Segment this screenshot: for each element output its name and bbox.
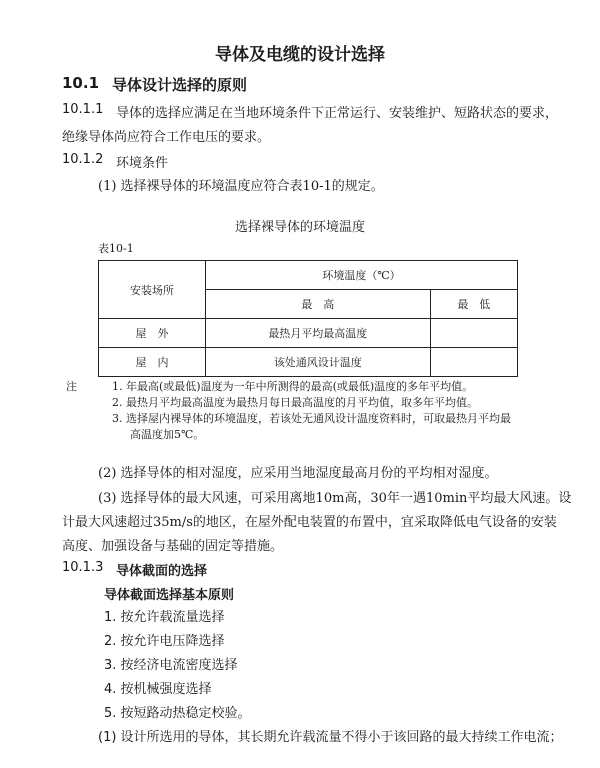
cell-place: 屋 外 (99, 319, 206, 348)
note-2: 2. 最热月平均最高温度为最热月每日最高温度的月平均值，取多年平均值。 (112, 396, 478, 409)
item-2: (2) 选择导体的相对湿度，应采用当地湿度最高月份的平均相对湿度。 (98, 466, 498, 481)
note-3-line2: 高温度加5℃。 (130, 428, 205, 441)
note-3-line1: 3. 选择屋内裸导体的环境温度，若该处无通风设计温度资料时，可取最热月平均最 (112, 412, 511, 425)
list-item: 4. 按机械强度选择 (104, 682, 212, 697)
cell-place: 屋 内 (99, 348, 206, 377)
clause-10-1-2-title: 环境条件 (116, 156, 169, 171)
table-label: 表10-1 (98, 242, 134, 255)
note-1: 1. 年最高(或最低)温度为一年中所测得的最高(或最低)温度的多年平均值。 (112, 380, 474, 393)
table-title: 选择裸导体的环境温度 (234, 220, 365, 235)
list-item: 5. 按短路动热稳定校验。 (104, 706, 251, 721)
header-max: 最 高 (206, 290, 431, 319)
last-line: (1) 设计所选用的导体，其长期允许载流量不得小于该回路的最大持续工作电流； (98, 730, 563, 745)
clause-10-1-1-line2: 绝缘导体尚应符合工作电压的要求。 (62, 130, 271, 145)
basic-principles-title: 导体截面选择基本原则 (104, 588, 235, 603)
table-row (99, 348, 518, 377)
environment-temperature-table (98, 260, 518, 377)
document-title: 导体及电缆的设计选择 (215, 45, 385, 65)
cell-max: 最热月平均最高温度 (206, 319, 431, 348)
header-min: 最 低 (430, 290, 517, 319)
table-header-row (99, 261, 518, 290)
cell-min (430, 319, 517, 348)
clause-10-1-1-line1: 导体的选择应满足在当地环境条件下正常运行、安装维护、短路状态的要求， (116, 106, 559, 121)
table-row (99, 319, 518, 348)
item-3-line3: 高度、加强设备与基础的固定等措施。 (62, 539, 284, 554)
section-number: 10.1 (62, 74, 100, 92)
clause-10-1-3-number: 10.1.3 (62, 560, 104, 575)
header-install-place: 安装场所 (99, 261, 206, 319)
header-env-temp: 环境温度（℃） (206, 261, 518, 290)
notes-label: 注 (66, 380, 77, 393)
clause-10-1-3-title: 导体截面的选择 (116, 564, 208, 579)
cell-min (430, 348, 517, 377)
item-3-line1: (3) 选择导体的最大风速，可采用离地10m高，30年一遇10min平均最大风速。设 (98, 491, 572, 506)
list-item: 1. 按允许载流量选择 (104, 610, 225, 625)
item-1: (1) 选择裸导体的环境温度应符合表10-1的规定。 (98, 179, 384, 194)
clause-10-1-2-number: 10.1.2 (62, 152, 104, 167)
clause-10-1-1-number: 10.1.1 (62, 102, 104, 117)
list-item: 3. 按经济电流密度选择 (104, 658, 238, 673)
item-3-line2: 计最大风速超过35m/s的地区，在屋外配电装置的布置中，宜采取降低电气设备的安装 (62, 515, 557, 530)
section-title: 导体设计选择的原则 (112, 76, 248, 94)
list-item: 2. 按允许电压降选择 (104, 634, 225, 649)
cell-max: 该处通风设计温度 (206, 348, 431, 377)
